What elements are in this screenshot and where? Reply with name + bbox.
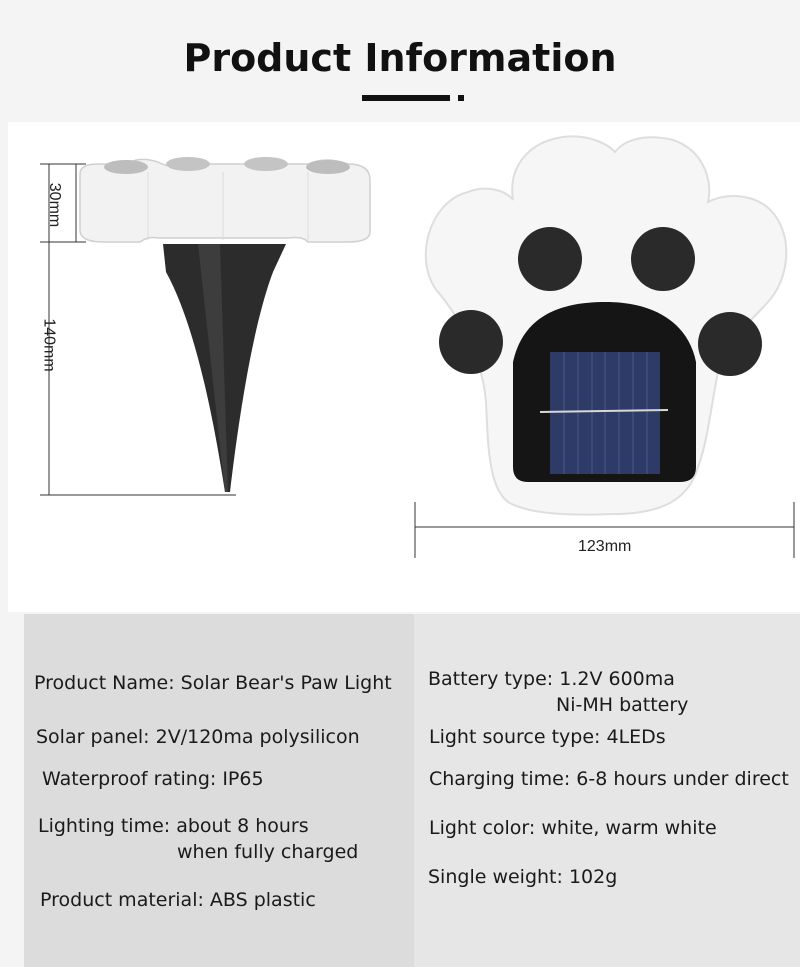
width-label: 123mm xyxy=(578,538,632,555)
spec-product-name: Product Name: Solar Bear's Paw Light xyxy=(34,672,392,694)
spec-material: Product material: ABS plastic xyxy=(40,889,316,911)
spec-waterproof: Waterproof rating: IP65 xyxy=(42,768,264,790)
side-view-light xyxy=(80,157,370,492)
title-underline xyxy=(362,95,450,101)
page-header xyxy=(0,0,800,122)
spec-lighting-time: Lighting time: about 8 hours xyxy=(38,815,309,837)
page-title: Product Information xyxy=(183,36,617,80)
spec-battery-type: Battery type: 1.2V 600ma xyxy=(428,668,675,690)
spec-light-color: Light color: white, warm white xyxy=(429,817,717,839)
spec-charging-time: Charging time: 6-8 hours under direct xyxy=(429,768,789,790)
spec-weight: Single weight: 102g xyxy=(428,866,618,888)
spec-lighting-time-cont: when fully charged xyxy=(177,841,359,863)
spec-panel xyxy=(24,614,800,967)
title-underline-dot xyxy=(458,95,464,101)
height-total-label: 140mm xyxy=(40,318,58,372)
spec-solar-panel: Solar panel: 2V/120ma polysilicon xyxy=(36,726,360,748)
spec-light-source: Light source type: 4LEDs xyxy=(429,726,666,748)
product-photo-area xyxy=(8,122,800,612)
product-illustration xyxy=(8,122,800,612)
spec-battery-type-cont: Ni-MH battery xyxy=(556,694,689,716)
height-top-label: 30mm xyxy=(46,182,64,228)
top-view-light xyxy=(426,136,787,514)
